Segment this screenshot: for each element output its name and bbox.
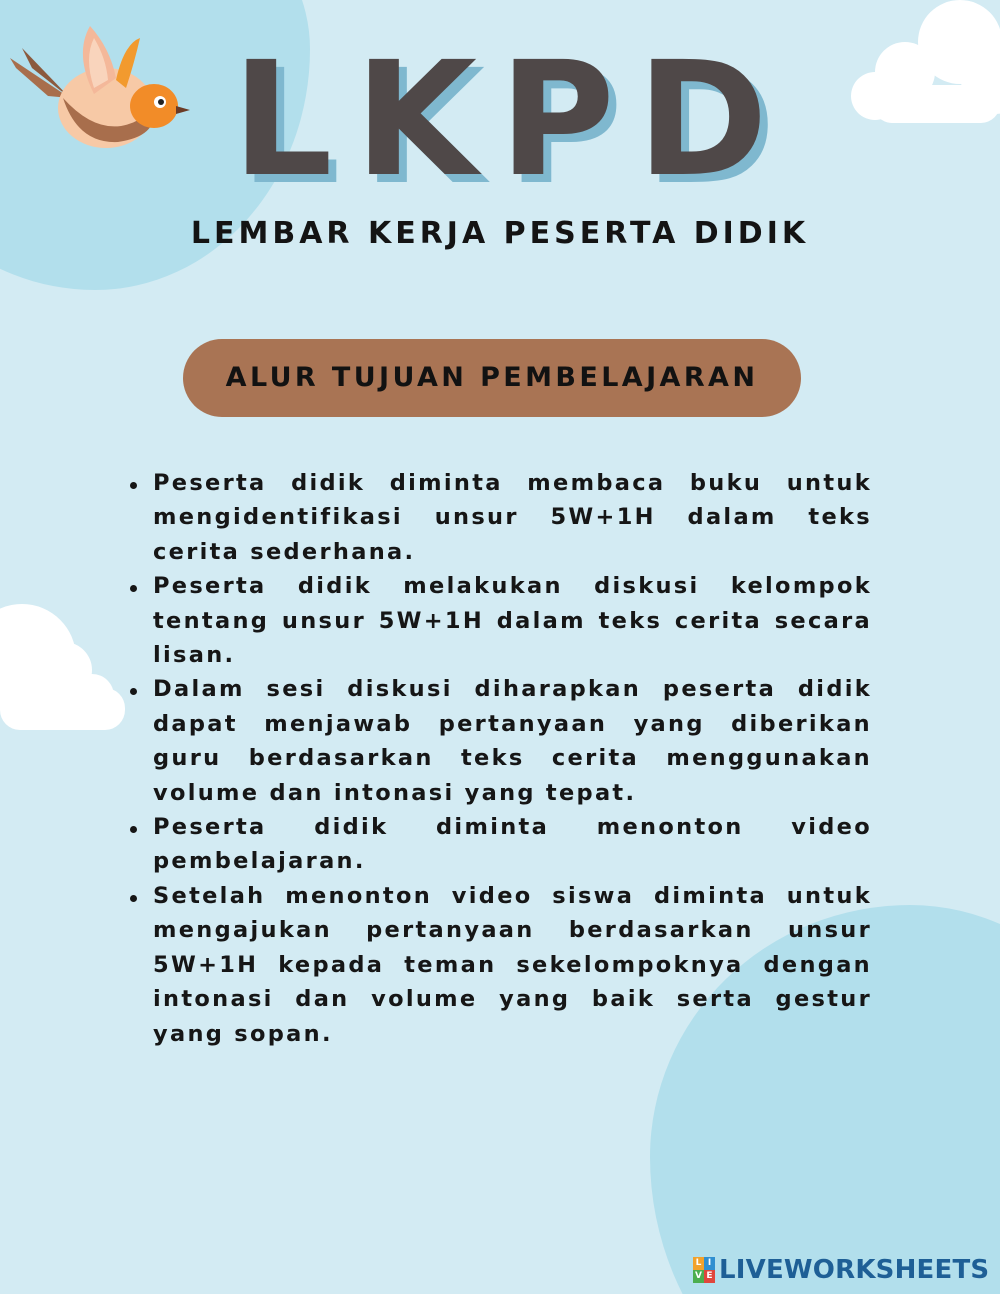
page-subtitle: LEMBAR KERJA PESERTA DIDIK xyxy=(190,216,810,251)
logo-letter: L xyxy=(693,1257,704,1270)
logo-letter: I xyxy=(704,1257,715,1270)
section-heading-label: ALUR TUJUAN PEMBELAJARAN xyxy=(225,362,759,393)
list-item xyxy=(130,466,872,569)
brand-name: LIVEWORKSHEETS xyxy=(719,1255,990,1285)
objectives-list xyxy=(130,466,872,1051)
list-item xyxy=(130,879,872,1051)
logo-letter: E xyxy=(704,1270,715,1283)
list-item-text: Setelah menonton video siswa diminta untuk mengajukan pertanyaan berdasarkan unsur 5W+1H kepada teman sekelompoknya dengan intonasi dan volume yang baik serta gestur yang sopan. xyxy=(153,882,872,1047)
bullet-icon xyxy=(130,826,137,833)
bullet-icon xyxy=(130,688,137,695)
bullet-icon xyxy=(130,585,137,592)
list-item xyxy=(130,672,872,810)
logo-letter: V xyxy=(693,1270,704,1283)
section-heading-pill xyxy=(183,339,801,417)
bullet-icon xyxy=(130,482,137,489)
list-item xyxy=(130,810,872,879)
cloud-icon xyxy=(0,600,125,735)
list-item-text: Dalam sesi diskusi diharapkan peserta didik dapat menjawab pertanyaan yang diberikan guru berdasarkan teks cerita menggunakan volume dan intonasi yang tepat. xyxy=(153,676,872,806)
list-item-text: Peserta didik melakukan diskusi kelompok tentang unsur 5W+1H dalam teks cerita secara lisan. xyxy=(153,573,872,669)
bullet-icon xyxy=(130,895,137,902)
liveworksheets-brand[interactable] xyxy=(693,1250,989,1290)
page-title: LKPD xyxy=(231,28,791,212)
liveworksheets-logo-icon xyxy=(693,1257,715,1283)
list-item xyxy=(130,569,872,672)
list-item-text: Peserta didik diminta membaca buku untuk mengidentifikasi unsur 5W+1H dalam teks cerita sederhana. xyxy=(153,470,872,565)
list-item-text: Peserta didik diminta menonton video pembelajaran. xyxy=(153,814,872,875)
